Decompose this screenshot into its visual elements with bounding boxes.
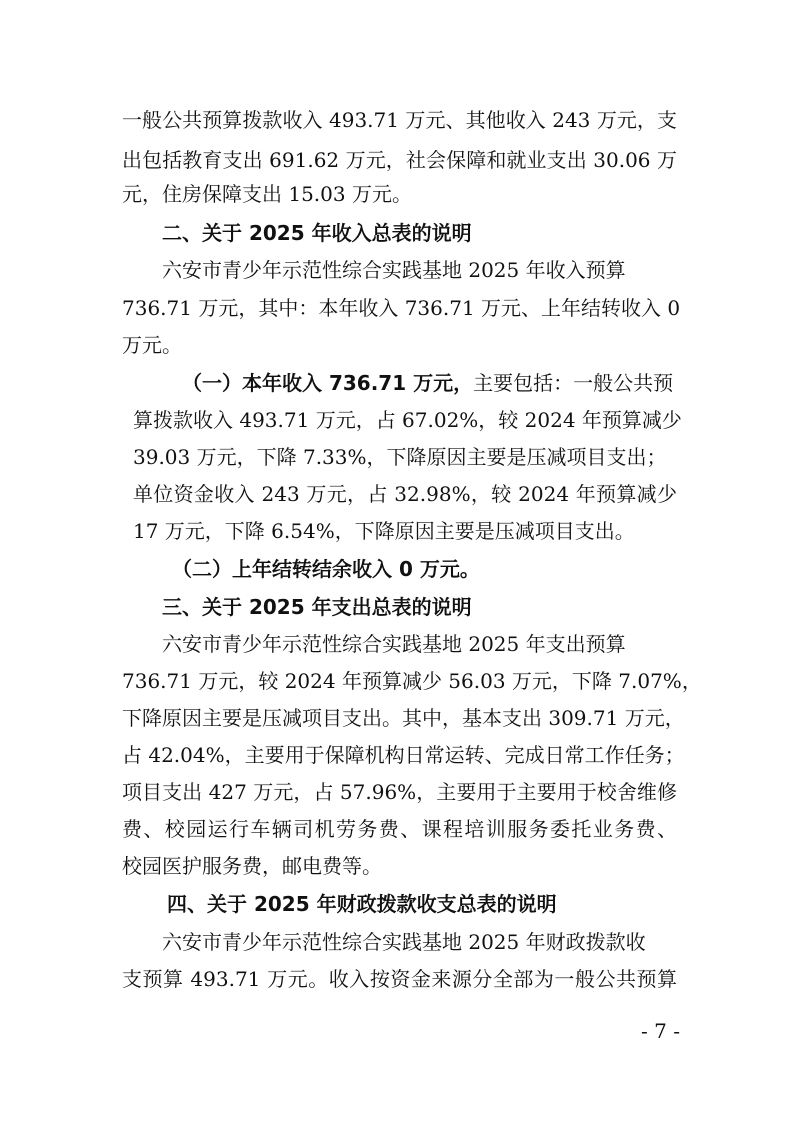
paragraph-line: 下降原因主要是压减项目支出。其中，基本支出 309.71 万元， bbox=[122, 706, 685, 730]
paragraph-line: 17 万元，下降 6.54%，下降原因主要是压减项目支出。 bbox=[133, 519, 635, 543]
paragraph-line: 项目支出 427 万元，占 57.96%，主要用于主要用于校舍维修 bbox=[122, 780, 677, 804]
paragraph-line: 736.71 万元，其中：本年收入 736.71 万元、上年结转收入 0 bbox=[122, 296, 681, 320]
paragraph-line: 支预算 493.71 万元。收入按资金来源分全部为一般公共预算 bbox=[122, 967, 677, 991]
paragraph-line: 39.03 万元，下降 7.33%，下降原因主要是压减项目支出； bbox=[133, 445, 667, 469]
paragraph-line: 一般公共预算拨款收入 493.71 万元、其他收入 243 万元，支 bbox=[122, 108, 677, 132]
subsection-text: 主要包括：一般公共预 bbox=[473, 371, 674, 395]
paragraph-line: 736.71 万元，较 2024 年预算减少 56.03 万元，下降 7.07%， bbox=[122, 669, 702, 693]
paragraph-line: 六安市青少年示范性综合实践基地 2025 年财政拨款收 bbox=[162, 930, 646, 954]
paragraph-line: 占 42.04%，主要用于保障机构日常运转、完成日常工作任务； bbox=[122, 743, 685, 767]
section-heading-2: 二、关于 2025 年收入总表的说明 bbox=[162, 221, 472, 245]
paragraph-line: 校园医护服务费，邮电费等。 bbox=[122, 854, 382, 878]
paragraph-line: 元，住房保障支出 15.03 万元。 bbox=[122, 182, 412, 206]
paragraph-line: 费、校园运行车辆司机劳务费、课程培训服务委托业务费、 bbox=[122, 817, 677, 841]
paragraph-line: 出包括教育支出 691.62 万元，社会保障和就业支出 30.06 万 bbox=[122, 148, 677, 172]
subsection-heading-2: （二）上年结转结余收入 0 万元。 bbox=[172, 557, 480, 581]
subsection-line bbox=[182, 369, 673, 397]
paragraph-line: 六安市青少年示范性综合实践基地 2025 年支出预算 bbox=[162, 632, 626, 656]
paragraph-line: 六安市青少年示范性综合实践基地 2025 年收入预算 bbox=[162, 258, 626, 282]
paragraph-line: 万元。 bbox=[122, 333, 182, 357]
subsection-heading-1: （一）本年收入 736.71 万元， bbox=[182, 371, 474, 395]
page-number: - 7 - bbox=[641, 1019, 680, 1043]
section-heading-4: 四、关于 2025 年财政拨款收支总表的说明 bbox=[167, 892, 557, 916]
paragraph-line: 算拨款收入 493.71 万元，占 67.02%，较 2024 年预算减少 bbox=[133, 408, 682, 432]
section-heading-3: 三、关于 2025 年支出总表的说明 bbox=[162, 595, 472, 619]
paragraph-line: 单位资金收入 243 万元，占 32.98%，较 2024 年预算减少 bbox=[133, 482, 677, 506]
